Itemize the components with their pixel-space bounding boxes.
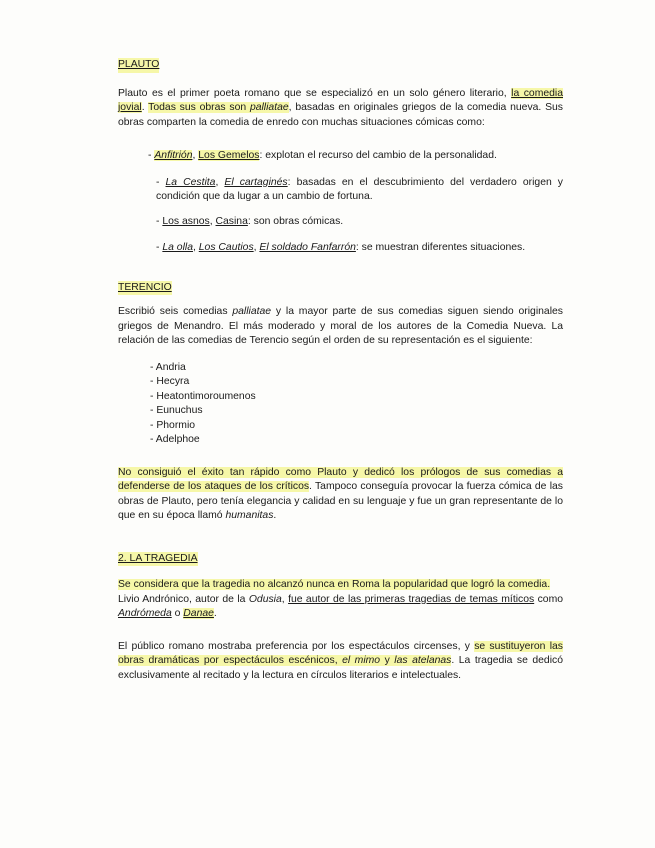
text-run: Andrómeda [118,608,172,619]
text-run: La Cestita [165,176,216,188]
text-run: palliatae [249,102,289,113]
text-run: la comedia jovial [118,87,563,113]
text-run: - [156,242,163,253]
text-run: , basadas en originales griegos de la comedia nueva. Sus obras comparten la comedia de enredo con muchas situaciones cómicas como: [118,102,563,128]
text-run: No consiguió el éxito tan rápido como Plauto y dedicó los prólogos de sus comedias a defenderse de los ataques de los críticos [118,466,563,492]
text-run: : explotan el recurso del cambio de la personalidad. [259,150,497,161]
plauto-works-list [118,149,563,256]
text-run: y la mayor parte de sus comedias siguen siendo originales griegos de Menandro. El más moderado y moral de los autores de la Comedia Nueva. La relación de las comedias de Terencio según el orden de su representación es el siguiente: [118,306,563,346]
terencio-heading: TERENCIO [118,281,172,296]
tragedia-paragraph-2 [118,593,563,622]
text-run: Danae [183,608,214,619]
text-run: Se considera que la tragedia no alcanzó nunca en Roma la popularidad que logró la comedia. [118,579,551,590]
terencio-comedies-list [118,361,563,448]
text-run: - [148,150,155,161]
text-run: fue autor de las primeras tragedias de temas míticos [288,593,535,605]
text-run: , [209,215,216,227]
text-run: como [534,593,564,605]
document-page [118,58,563,683]
text-run: El soldado Fanfarrón [259,242,356,253]
text-run: Todas sus obras son [148,102,250,113]
text-run: , [253,242,260,253]
text-run: el mimo [342,655,381,666]
comedy-item: - Eunuchus [150,405,203,416]
comedy-item: - Phormio [150,419,196,431]
text-run: Escribió seis comedias [118,306,233,317]
tragedia-paragraph-3 [118,640,563,684]
tragedia-heading: 2. LA TRAGEDIA [118,552,198,567]
plauto-paragraph [118,87,563,131]
text-run: , [215,176,225,188]
text-run: humanitas [225,510,274,521]
text-run: La olla [162,242,193,253]
text-run: o [171,608,184,619]
text-run: : basadas en el descubrimiento del verdadero origen y condición que da lugar a un cambio de fortuna. [156,176,563,202]
text-run: - [156,176,166,188]
text-run: Los asnos [162,215,210,227]
tragedia-paragraph-1 [118,578,563,593]
text-run: Plauto es el primer poeta romano que se especializó en un solo género literario, [118,87,512,99]
text-run: se sustituyeron las obras dramáticas por espectáculos escénicos, [118,640,563,666]
plauto-work-item-2 [118,176,563,205]
text-run: Odusia [248,593,282,605]
terencio-paragraph-2 [118,466,563,524]
comedy-item: - Andria [150,361,186,373]
terencio-section [118,281,563,524]
text-run: . [273,510,277,521]
plauto-section [118,58,563,256]
comedy-item: - Heatontimoroumenos [150,390,256,402]
plauto-work-item-3 [118,215,563,230]
text-run: . [213,608,217,619]
text-run: palliatae [232,306,272,317]
plauto-work-item-1 [118,149,563,164]
text-run: y [380,655,395,666]
text-run: . La tragedia se dedicó exclusivamente al recitado y la lectura en círculos literarios e intelectuales. [118,655,563,681]
plauto-heading: PLAUTO [118,58,159,73]
text-run: - [156,215,163,227]
text-run: Los Gemelos [198,150,260,161]
text-run: las atelanas [394,655,452,666]
text-run: Anfitrión [154,150,193,161]
text-run: : son obras cómicas. [247,215,344,227]
text-run: . [141,102,149,113]
plauto-work-item-4 [118,241,563,256]
text-run: , [192,242,199,253]
text-run: . Tampoco conseguía provocar la fuerza cómica de las obras de Plauto, pero tenía elegancia y calidad en su lenguaje y fue un gran representante de lo que en su época llamó [118,481,563,521]
text-run: Casina [215,215,248,227]
text-run: Livio Andrónico, autor de la [118,593,249,605]
comedy-item: - Adelphoe [150,434,200,445]
tragedia-section [118,552,563,684]
terencio-paragraph-1 [118,305,563,349]
text-run: El cartaginés [224,176,288,188]
text-run: , [192,150,199,161]
comedy-item: - Hecyra [150,376,190,387]
text-run: Los Cautios [198,242,254,253]
text-run: : se muestran diferentes situaciones. [355,242,526,253]
text-run: El público romano mostraba preferencia por los espectáculos circenses, y [118,640,475,652]
text-run: , [281,593,289,605]
